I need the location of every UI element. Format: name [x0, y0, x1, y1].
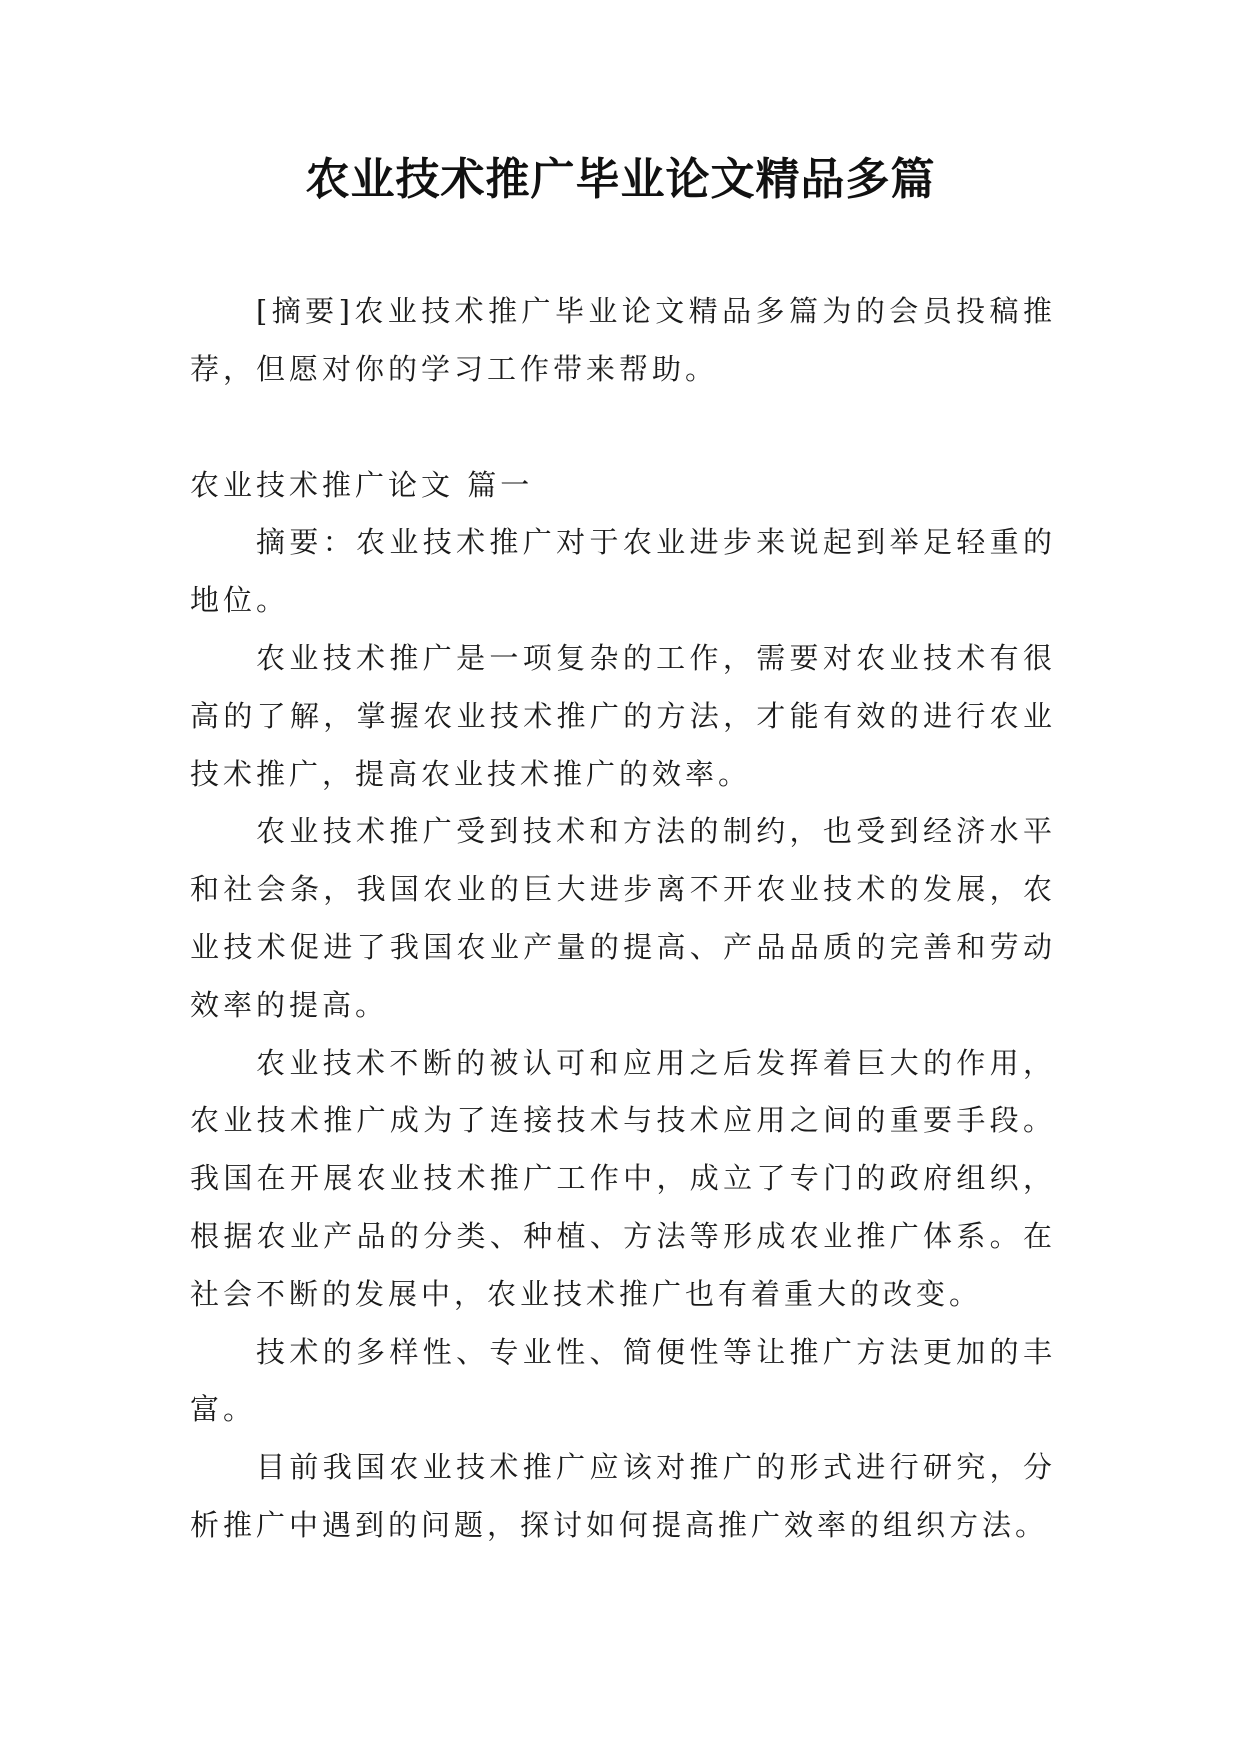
abstract-paragraph: [摘要]农业技术推广毕业论文精品多篇为的会员投稿推荐，但愿对你的学习工作带来帮助。: [190, 294, 1056, 386]
document-body: [190, 283, 1056, 1555]
spacer: [190, 399, 1056, 457]
body-paragraph: 目前我国农业技术推广应该对推广的形式进行研究，分析推广中遇到的问题，探讨如何提高推广效率的组织方法。: [190, 1450, 1056, 1542]
body-paragraph: 农业技术推广是一项复杂的工作，需要对农业技术有很高的了解，掌握农业技术推广的方法，才能有效的进行农业技术推广，提高农业技术推广的效率。: [190, 640, 1056, 791]
body-paragraph: 摘要：农业技术推广对于农业进步来说起到举足轻重的地位。: [190, 525, 1056, 618]
body-paragraph: 农业技术推广受到技术和方法的制约，也受到经济水平和社会条，我国农业的巨大进步离不开农业技术的发展，农业技术促进了我国农业产量的提高、产品品质的完善和劳动效率的提高。: [190, 814, 1056, 1022]
document-title: 农业技术推广毕业论文精品多篇: [305, 154, 936, 205]
section-heading: 农业技术推广论文 篇一: [190, 467, 534, 502]
body-paragraph: 农业技术不断的被认可和应用之后发挥着巨大的作用，农业技术推广成为了连接技术与技术应用之间的重要手段。我国在开展农业技术推广工作中，成立了专门的政府组织，根据农业产品的分类、种植、方法等形成农业推广体系。在社会不断的发展中，农业技术推广也有着重大的改变。: [190, 1045, 1056, 1311]
body-paragraph: 技术的多样性、专业性、简便性等让推广方法更加的丰富。: [190, 1334, 1056, 1427]
